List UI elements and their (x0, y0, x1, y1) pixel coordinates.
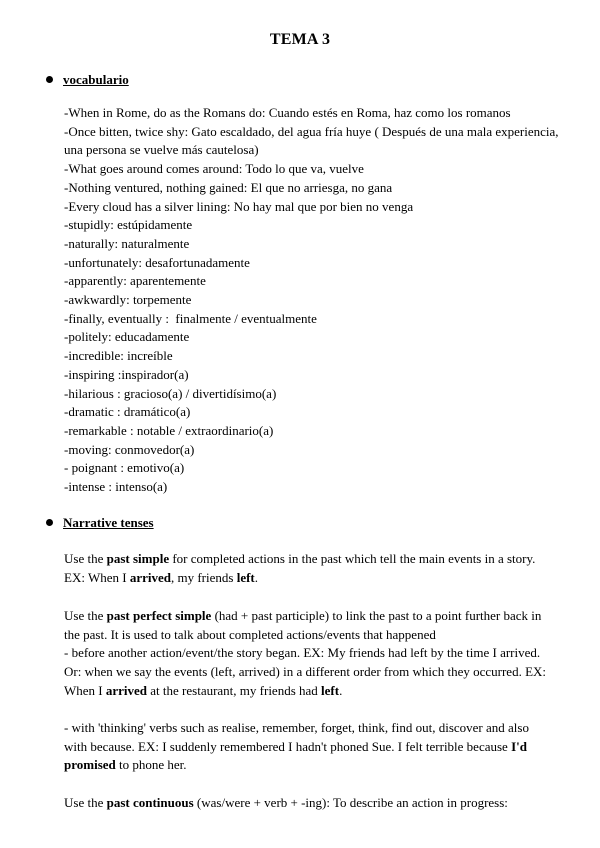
vocab-item: -moving: conmovedor(a) (64, 441, 195, 457)
vocab-item: -inspiring :inspirador(a) (64, 366, 189, 382)
vocab-item: -unfortunately: desafortunadamente (64, 254, 250, 270)
page-title: TEMA 3 (269, 31, 331, 48)
vocab-item: -Once bitten, twice shy: Gato escaldado, del agua fría huye ( Después de una mala experiencia, una persona se vuelve más cautelosa) (64, 123, 562, 158)
bullet-icon (46, 76, 53, 83)
vocab-item: -politely: educadamente (64, 329, 190, 345)
narrative-section-heading (46, 514, 154, 532)
past-simple-paragraph: Use the past simple for completed actions in the past which tell the main events in a story. EX: When I arrived, my friends left. (64, 551, 536, 585)
vocab-item: -dramatic : dramático(a) (64, 404, 191, 420)
vocab-item: -incredible: increíble (64, 348, 173, 364)
vocab-item: -awkwardly: torpemente (64, 292, 192, 308)
bullet-icon (46, 519, 53, 526)
vocab-item: -finally, eventually : finalmente / eventualmente (64, 310, 317, 326)
vocab-item: -Every cloud has a silver lining: No hay mal que por bien no venga (64, 198, 414, 214)
vocab-item: -intense : intenso(a) (64, 479, 168, 495)
vocab-item: - poignant : emotivo(a) (64, 460, 185, 476)
vocab-list (64, 104, 564, 497)
past-continuous-paragraph: Use the past continuous (was/were + verb + -ing): To describe an action in progress: (64, 795, 508, 810)
vocab-item: -When in Rome, do as the Romans do: Cuando estés en Roma, haz como los romanos (64, 105, 511, 120)
vocab-item: -apparently: aparentemente (64, 273, 206, 289)
vocab-item: -stupidly: estúpidamente (64, 217, 193, 233)
narrative-heading-label: Narrative tenses (63, 515, 154, 530)
vocab-item: -hilarious : gracioso(a) / divertidísimo(a) (64, 385, 277, 401)
vocab-section-heading (46, 71, 129, 89)
vocab-item: -Nothing ventured, nothing gained: El que no arriesga, no gana (64, 179, 393, 195)
vocab-heading-label: vocabulario (63, 72, 129, 87)
vocab-item: -naturally: naturalmente (64, 235, 190, 251)
past-perfect-paragraph: Use the past perfect simple (had + past participle) to link the past to a point further back in the past. It is used to talk about completed actions/events that happened - before another action/event/the story began. EX: My friends had left by the time I arrived. Or: when we say the events (left, arrived) in a different order from which they occurred. EX: When I arrived at the restaurant, my friends had left. (64, 608, 547, 698)
vocab-item: -remarkable : notable / extraordinario(a) (64, 422, 274, 438)
vocab-item: -What goes around comes around: Todo lo que va, vuelve (64, 161, 364, 177)
thinking-verbs-paragraph: - with 'thinking' verbs such as realise, remember, forget, think, find out, discover and also with because. EX: I suddenly remembered I hadn't phoned Sue. I felt terrible because I'd promised to phone her. (64, 720, 529, 773)
